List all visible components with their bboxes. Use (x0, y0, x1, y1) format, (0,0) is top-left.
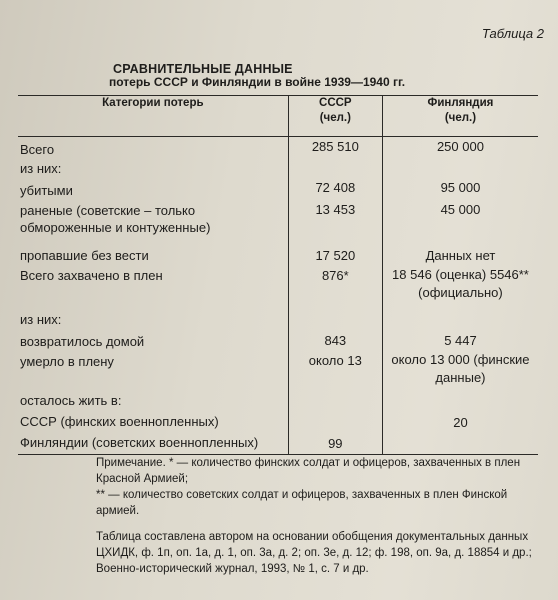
row-label: возвратилось домой (18, 329, 288, 351)
row-label: из них: (18, 159, 288, 178)
row-finland-value: 20 (453, 415, 468, 430)
row-finland-value: 45 000 (440, 202, 481, 217)
table-number-label: Таблица 2 (481, 26, 544, 41)
table-row (18, 329, 538, 351)
header-finland (382, 96, 538, 137)
table-row (18, 391, 538, 410)
row-ussr-value: 99 (288, 432, 382, 454)
row-label: СССР (финских военнопленных) (18, 410, 288, 432)
table-header-row (18, 96, 538, 137)
table-row (18, 242, 538, 266)
row-ussr-value (288, 410, 382, 432)
row-finland-value: 250 000 (436, 139, 484, 154)
table-row (18, 266, 538, 306)
row-label: Всего захвачено в плен (18, 266, 288, 306)
row-ussr-value: 17 520 (288, 242, 382, 266)
table-row (18, 432, 538, 454)
header-ussr (288, 96, 382, 137)
row-finland-value: 18 546 (оценка) 5546** (официально) (392, 267, 529, 300)
row-finland-value: Данных нет (425, 248, 496, 263)
row-ussr-value: около 13 (288, 351, 382, 391)
header-ussr-unit: (чел.) (319, 112, 351, 124)
row-finland-value: около 13 000 (финские данные) (391, 352, 530, 385)
table-row (18, 410, 538, 432)
table-row (18, 351, 538, 391)
table-row (18, 178, 538, 200)
header-finland-name: Финляндия (427, 97, 494, 109)
row-ussr-value (288, 306, 382, 329)
table-title: СРАВНИТЕЛЬНЫЕ ДАННЫЕ (113, 62, 293, 76)
row-label: раненые (советские – только обмороженные и контуженные) (18, 200, 288, 242)
row-finland-value: 95 000 (440, 180, 481, 195)
row-ussr-value: 843 (288, 329, 382, 351)
row-ussr-value (288, 391, 382, 410)
row-ussr-value (288, 159, 382, 178)
row-label: убитыми (18, 178, 288, 200)
table-row (18, 159, 538, 178)
row-label: пропавшие без вести (18, 242, 288, 266)
row-ussr-value: 13 453 (288, 200, 382, 242)
table-subtitle: потерь СССР и Финляндии в войне 1939—1940 гг. (109, 75, 406, 89)
row-ussr-value: 72 408 (288, 178, 382, 200)
header-finland-unit: (чел.) (444, 112, 477, 124)
source-note: Таблица составлена автором на основании обобщения документальных данных ЦХИДК, ф. 1п, оп. 1а, д. 1, оп. 3а, д. 2; оп. 3е, д. 12; ф. 198, оп. 9а, д. 18854 и др.; Военно-исторический журнал, 1993, № 1, с. 7 и др. (96, 531, 532, 575)
row-label: из них: (18, 306, 288, 329)
row-ussr-value: 285 510 (288, 137, 382, 160)
row-label: Всего (18, 137, 288, 160)
footnote-note2: ** — количество советских солдат и офицеров, захваченных в плен Финской армией. (96, 489, 508, 517)
row-label: Финляндии (советских военнопленных) (18, 432, 288, 454)
header-category: Категории потерь (18, 96, 288, 137)
row-finland-value: 5 447 (444, 333, 477, 348)
row-finland-value (382, 159, 538, 178)
table-row (18, 137, 538, 160)
table-row (18, 306, 538, 329)
row-finland-value (382, 306, 538, 329)
table-row (18, 200, 538, 242)
header-ussr-name: СССР (319, 97, 352, 109)
row-ussr-value: 876* (288, 266, 382, 306)
losses-table (18, 95, 538, 455)
footnote-note1: Примечание. * — количество финских солдат и офицеров, захваченных в плен Красной Армией; (96, 457, 521, 485)
row-finland-value (382, 391, 538, 410)
row-label: осталось жить в: (18, 391, 288, 410)
row-finland-value (382, 432, 538, 454)
row-label: умерло в плену (18, 351, 288, 391)
footnotes (96, 455, 552, 577)
